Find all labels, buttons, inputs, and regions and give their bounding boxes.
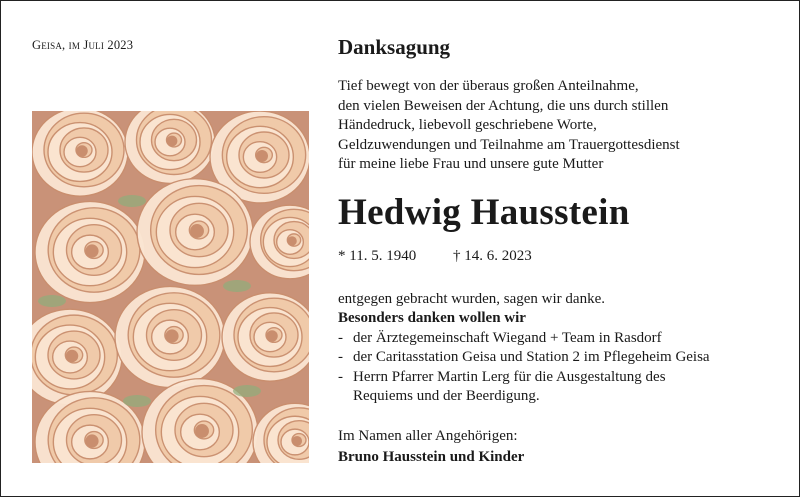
intro-line: für meine liebe Frau und unsere gute Mutter <box>338 156 604 172</box>
place-date: Geisa, im Juli 2023 <box>32 38 134 52</box>
rose <box>32 111 128 196</box>
intro-line: Tief bewegt von der überaus großen Anteilnahme, <box>338 78 639 94</box>
rose <box>115 286 225 387</box>
thanks-list <box>338 329 778 407</box>
heading: Danksagung <box>338 35 451 59</box>
after-line: entgegen gebracht wurden, sagen wir danke. <box>338 290 605 307</box>
list-item-line: Herrn Pfarrer Martin Lerg für die Ausgestaltung des <box>353 368 666 385</box>
roses-image <box>32 111 309 463</box>
main-text <box>338 35 778 466</box>
rose <box>137 179 253 286</box>
list-item-line: der Ärztegemeinschaft Wiegand + Team in Rasdorf <box>353 329 662 346</box>
intro-line: Händedruck, liebevoll geschriebene Worte, <box>338 117 597 133</box>
deceased-name: Hedwig Hausstein <box>338 191 630 233</box>
thanks-block <box>338 290 778 407</box>
leaf <box>118 195 146 207</box>
list-item <box>338 368 778 407</box>
leaf <box>223 280 251 292</box>
thanks-heading: Besonders danken wollen wir <box>338 310 526 326</box>
list-item <box>338 348 778 368</box>
rose <box>35 201 145 302</box>
leaf <box>123 395 151 407</box>
list-dash: - <box>338 368 343 385</box>
leaf <box>38 295 66 307</box>
signer-name: Bruno Hausstein und Kinder <box>338 449 525 465</box>
list-item-line: der Caritasstation Geisa und Station 2 im Pflegeheim Geisa <box>353 349 710 365</box>
intro-line: den vielen Beweisen der Achtung, die uns durch stillen <box>338 97 669 114</box>
list-dash: - <box>338 329 343 346</box>
signature-intro: Im Namen aller Angehörigen: <box>338 427 518 444</box>
life-dates <box>338 248 778 265</box>
roses-photo <box>32 111 309 463</box>
rose <box>222 293 309 381</box>
intro-paragraph <box>338 77 778 175</box>
list-dash: - <box>338 349 343 365</box>
leaf <box>233 385 261 397</box>
death-date: † 14. 6. 2023 <box>453 247 532 264</box>
list-item-line: Requiems und der Beerdigung. <box>353 388 540 404</box>
birth-date: * 11. 5. 1940 <box>338 247 417 264</box>
list-item <box>338 329 778 349</box>
intro-line: Geldzuwendungen und Teilnahme am Trauergottesdienst <box>338 136 680 153</box>
